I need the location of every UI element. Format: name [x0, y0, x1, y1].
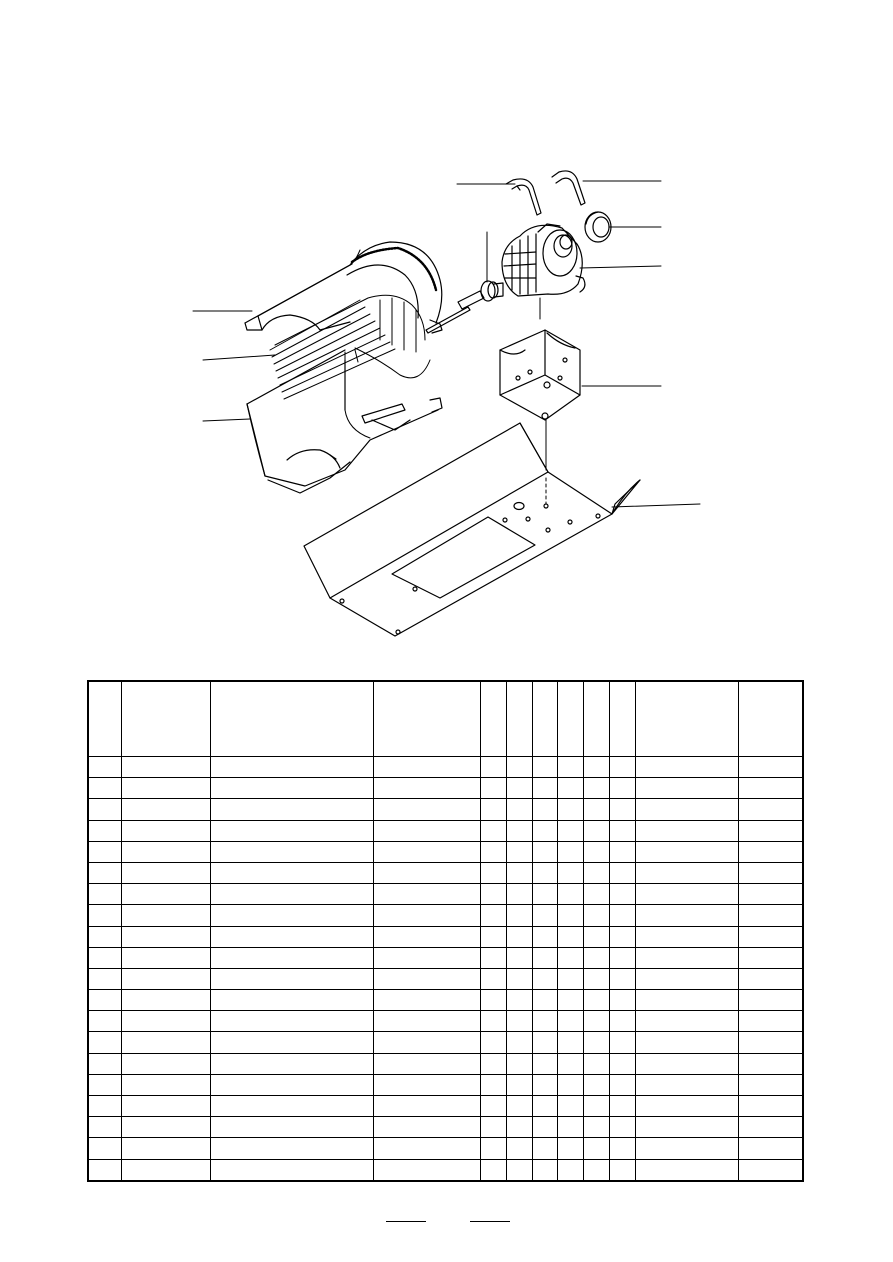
table-cell	[480, 905, 506, 926]
table-cell	[635, 905, 738, 926]
table-cell	[609, 841, 635, 862]
table-cell	[374, 799, 480, 820]
table-cell	[635, 947, 738, 968]
table-row	[88, 947, 803, 968]
table-cell	[609, 1053, 635, 1074]
table-cell	[609, 926, 635, 947]
table-cell	[480, 1096, 506, 1117]
table-cell	[739, 778, 803, 799]
table-cell	[88, 1096, 121, 1117]
table-cell	[635, 1011, 738, 1032]
table-row	[88, 905, 803, 926]
table-cell	[609, 905, 635, 926]
table-cell	[557, 947, 583, 968]
table-cell	[210, 947, 373, 968]
table-cell	[506, 1074, 532, 1095]
table-cell	[609, 947, 635, 968]
table-row	[88, 1053, 803, 1074]
table-cell	[210, 1096, 373, 1117]
table-row	[88, 1159, 803, 1181]
table-cell	[557, 1074, 583, 1095]
table-cell	[739, 1117, 803, 1138]
table-cell	[739, 820, 803, 841]
motor-shaft	[426, 281, 503, 333]
table-cell	[557, 778, 583, 799]
leader-base-plate	[612, 504, 700, 507]
table-header-cell	[739, 681, 803, 757]
table-cell	[480, 862, 506, 883]
table-cell	[480, 884, 506, 905]
table-cell	[506, 820, 532, 841]
table-cell	[532, 799, 557, 820]
table-cell	[121, 905, 210, 926]
table-cell	[374, 1053, 480, 1074]
table-cell	[374, 926, 480, 947]
table-cell	[121, 884, 210, 905]
table-cell	[635, 1117, 738, 1138]
table-cell	[583, 820, 609, 841]
table-cell	[480, 799, 506, 820]
table-cell	[506, 1011, 532, 1032]
table-cell	[506, 799, 532, 820]
table-cell	[609, 1096, 635, 1117]
table-cell	[210, 1074, 373, 1095]
table-cell	[532, 1032, 557, 1053]
table-cell	[506, 1053, 532, 1074]
table-header-cell	[557, 681, 583, 757]
table-cell	[121, 1138, 210, 1159]
table-cell	[532, 968, 557, 989]
table-cell	[121, 778, 210, 799]
table-cell	[121, 1032, 210, 1053]
table-cell	[557, 968, 583, 989]
table-row	[88, 1032, 803, 1053]
table-cell	[88, 926, 121, 947]
blower-wheel	[270, 295, 430, 438]
table-header-row	[88, 681, 803, 757]
table-cell	[210, 1159, 373, 1181]
table-cell	[532, 862, 557, 883]
table-cell	[480, 990, 506, 1011]
table-cell	[557, 1096, 583, 1117]
table-cell	[739, 862, 803, 883]
footer-line-left	[386, 1221, 426, 1222]
table-cell	[480, 757, 506, 778]
table-cell	[210, 926, 373, 947]
table-cell	[374, 1117, 480, 1138]
table-cell	[583, 947, 609, 968]
table-cell	[557, 1053, 583, 1074]
table-cell	[635, 862, 738, 883]
table-cell	[506, 1117, 532, 1138]
table-cell	[532, 1138, 557, 1159]
table-cell	[532, 1053, 557, 1074]
table-cell	[480, 841, 506, 862]
table-cell	[557, 757, 583, 778]
table-cell	[480, 1117, 506, 1138]
table-cell	[210, 799, 373, 820]
table-cell	[210, 968, 373, 989]
callout-leaders	[193, 181, 700, 507]
table-cell	[635, 968, 738, 989]
table-cell	[739, 1011, 803, 1032]
table-cell	[374, 862, 480, 883]
table-row	[88, 884, 803, 905]
table-cell	[88, 884, 121, 905]
table-cell	[583, 862, 609, 883]
table-cell	[583, 1032, 609, 1053]
table-cell	[480, 778, 506, 799]
table-cell	[210, 757, 373, 778]
table-row	[88, 1096, 803, 1117]
table-cell	[609, 862, 635, 883]
table-cell	[121, 1053, 210, 1074]
table-cell	[88, 1011, 121, 1032]
table-cell	[635, 820, 738, 841]
table-cell	[583, 1159, 609, 1181]
table-cell	[506, 862, 532, 883]
fan-housing-upper	[245, 242, 442, 333]
table-header-cell	[583, 681, 609, 757]
table-cell	[557, 799, 583, 820]
table-cell	[532, 1074, 557, 1095]
table-row	[88, 757, 803, 778]
table-cell	[506, 778, 532, 799]
table-cell	[532, 990, 557, 1011]
table-cell	[480, 1011, 506, 1032]
table-cell	[532, 926, 557, 947]
table-cell	[210, 905, 373, 926]
table-cell	[210, 1011, 373, 1032]
table-cell	[635, 778, 738, 799]
table-cell	[480, 968, 506, 989]
table-cell	[557, 926, 583, 947]
table-cell	[609, 1117, 635, 1138]
table-cell	[210, 990, 373, 1011]
table-header-cell	[635, 681, 738, 757]
table-cell	[210, 778, 373, 799]
table-cell	[88, 862, 121, 883]
table-cell	[210, 1053, 373, 1074]
table-header-cell	[480, 681, 506, 757]
table-cell	[506, 926, 532, 947]
table-cell	[609, 799, 635, 820]
table-cell	[88, 905, 121, 926]
table-cell	[557, 1117, 583, 1138]
table-cell	[506, 968, 532, 989]
table-cell	[557, 1138, 583, 1159]
table-row	[88, 1138, 803, 1159]
table-cell	[88, 1138, 121, 1159]
table-row	[88, 799, 803, 820]
table-cell	[374, 884, 480, 905]
table-cell	[88, 947, 121, 968]
table-cell	[609, 1159, 635, 1181]
table-cell	[583, 1117, 609, 1138]
table-cell	[480, 1138, 506, 1159]
table-cell	[635, 757, 738, 778]
table-cell	[532, 841, 557, 862]
table-cell	[635, 799, 738, 820]
table-header-cell	[609, 681, 635, 757]
table-cell	[609, 968, 635, 989]
table-cell	[506, 1159, 532, 1181]
table-cell	[557, 905, 583, 926]
table-cell	[583, 990, 609, 1011]
table-cell	[739, 799, 803, 820]
table-cell	[121, 799, 210, 820]
table-cell	[121, 1011, 210, 1032]
table-cell	[121, 990, 210, 1011]
table-cell	[635, 884, 738, 905]
table-cell	[557, 884, 583, 905]
table-cell	[532, 1117, 557, 1138]
table-cell	[88, 1159, 121, 1181]
table-cell	[374, 1138, 480, 1159]
table-row	[88, 1074, 803, 1095]
table-cell	[557, 862, 583, 883]
table-cell	[88, 757, 121, 778]
table-cell	[374, 778, 480, 799]
table-cell	[88, 778, 121, 799]
table-cell	[121, 841, 210, 862]
table-cell	[506, 905, 532, 926]
table-cell	[121, 1096, 210, 1117]
table-cell	[557, 1011, 583, 1032]
table-cell	[532, 1159, 557, 1181]
table-cell	[88, 799, 121, 820]
table-header-cell	[88, 681, 121, 757]
table-cell	[739, 1096, 803, 1117]
table-cell	[635, 1053, 738, 1074]
table-header-cell	[506, 681, 532, 757]
table-cell	[88, 1117, 121, 1138]
table-cell	[210, 841, 373, 862]
table-row	[88, 841, 803, 862]
footer-line-right	[470, 1221, 510, 1222]
base-plate	[304, 423, 640, 636]
table-header-cell	[121, 681, 210, 757]
table-body	[88, 757, 803, 1182]
table-header-cell	[532, 681, 557, 757]
table-cell	[635, 1074, 738, 1095]
table-row	[88, 862, 803, 883]
leader-fan-motor	[580, 266, 661, 268]
table-cell	[609, 884, 635, 905]
motor-clip-right	[552, 171, 585, 205]
table-cell	[121, 862, 210, 883]
leader-blower-wheel	[203, 355, 275, 360]
fan-housing-lower	[247, 350, 442, 493]
table-cell	[583, 1096, 609, 1117]
table-cell	[583, 926, 609, 947]
table-cell	[532, 1096, 557, 1117]
table-row	[88, 990, 803, 1011]
table-cell	[583, 968, 609, 989]
table-cell	[121, 1117, 210, 1138]
table-cell	[374, 947, 480, 968]
table-cell	[635, 990, 738, 1011]
table-cell	[635, 926, 738, 947]
table-header-cell	[210, 681, 373, 757]
table-cell	[583, 1053, 609, 1074]
table-cell	[532, 778, 557, 799]
table-cell	[480, 947, 506, 968]
table-cell	[210, 820, 373, 841]
table-cell	[583, 778, 609, 799]
table-cell	[88, 1074, 121, 1095]
fan-motor	[502, 224, 585, 296]
table-cell	[480, 1159, 506, 1181]
table-cell	[635, 1159, 738, 1181]
table-cell	[374, 990, 480, 1011]
table-cell	[374, 905, 480, 926]
table-row	[88, 926, 803, 947]
table-cell	[532, 820, 557, 841]
table-row	[88, 1011, 803, 1032]
table-cell	[609, 1032, 635, 1053]
table-cell	[506, 947, 532, 968]
table-cell	[739, 905, 803, 926]
table-cell	[583, 1011, 609, 1032]
table-cell	[374, 841, 480, 862]
table-cell	[532, 757, 557, 778]
table-cell	[210, 1117, 373, 1138]
table-cell	[506, 1138, 532, 1159]
table-cell	[583, 905, 609, 926]
table-cell	[121, 1074, 210, 1095]
table-cell	[88, 968, 121, 989]
parts-list-table	[87, 680, 804, 1182]
table-cell	[374, 820, 480, 841]
table-cell	[121, 926, 210, 947]
table-cell	[609, 778, 635, 799]
table-cell	[374, 757, 480, 778]
table-cell	[480, 1032, 506, 1053]
bearing-ring	[585, 212, 611, 242]
table-cell	[739, 757, 803, 778]
table-cell	[506, 841, 532, 862]
table-cell	[739, 926, 803, 947]
table-cell	[121, 947, 210, 968]
table-cell	[374, 968, 480, 989]
table-cell	[557, 990, 583, 1011]
table-cell	[210, 1032, 373, 1053]
table-cell	[88, 990, 121, 1011]
table-cell	[532, 1011, 557, 1032]
table-cell	[121, 820, 210, 841]
table-cell	[609, 990, 635, 1011]
table-cell	[506, 757, 532, 778]
table-cell	[739, 841, 803, 862]
table-cell	[635, 841, 738, 862]
table-cell	[739, 990, 803, 1011]
table-cell	[635, 1032, 738, 1053]
table-cell	[506, 990, 532, 1011]
table-cell	[739, 884, 803, 905]
table-cell	[506, 1096, 532, 1117]
table-cell	[506, 1032, 532, 1053]
table-cell	[609, 820, 635, 841]
table-cell	[583, 799, 609, 820]
table-cell	[532, 947, 557, 968]
table-row	[88, 1117, 803, 1138]
table-cell	[374, 1159, 480, 1181]
table-cell	[121, 1159, 210, 1181]
table-cell	[583, 1074, 609, 1095]
table-cell	[739, 1032, 803, 1053]
table-cell	[532, 905, 557, 926]
table-cell	[121, 757, 210, 778]
table-cell	[506, 884, 532, 905]
table-cell	[374, 1011, 480, 1032]
table-cell	[739, 968, 803, 989]
table-cell	[739, 1074, 803, 1095]
table-cell	[480, 926, 506, 947]
table-cell	[609, 1138, 635, 1159]
table-cell	[374, 1096, 480, 1117]
table-row	[88, 820, 803, 841]
motor-bracket	[500, 330, 580, 420]
leader-housing-lower	[203, 419, 250, 421]
table-cell	[609, 1074, 635, 1095]
table-cell	[739, 1138, 803, 1159]
table-cell	[557, 1032, 583, 1053]
table-row	[88, 968, 803, 989]
table-cell	[480, 1053, 506, 1074]
table-cell	[480, 1074, 506, 1095]
table-cell	[557, 820, 583, 841]
table-cell	[88, 820, 121, 841]
table-cell	[210, 1138, 373, 1159]
table-cell	[739, 947, 803, 968]
table-cell	[635, 1138, 738, 1159]
table-cell	[635, 1096, 738, 1117]
table-header-cell	[374, 681, 480, 757]
table-cell	[121, 968, 210, 989]
table-cell	[609, 1011, 635, 1032]
table-cell	[739, 1053, 803, 1074]
table-cell	[88, 841, 121, 862]
table-cell	[739, 1159, 803, 1181]
table-cell	[210, 884, 373, 905]
table-row	[88, 778, 803, 799]
table-cell	[210, 862, 373, 883]
table-cell	[480, 820, 506, 841]
table-cell	[374, 1074, 480, 1095]
table-cell	[609, 757, 635, 778]
table-cell	[88, 1032, 121, 1053]
table-cell	[583, 757, 609, 778]
table-cell	[583, 884, 609, 905]
table-cell	[557, 841, 583, 862]
table-cell	[532, 884, 557, 905]
table-cell	[88, 1053, 121, 1074]
table-cell	[557, 1159, 583, 1181]
table-cell	[583, 1138, 609, 1159]
table-cell	[374, 1032, 480, 1053]
table-cell	[583, 841, 609, 862]
